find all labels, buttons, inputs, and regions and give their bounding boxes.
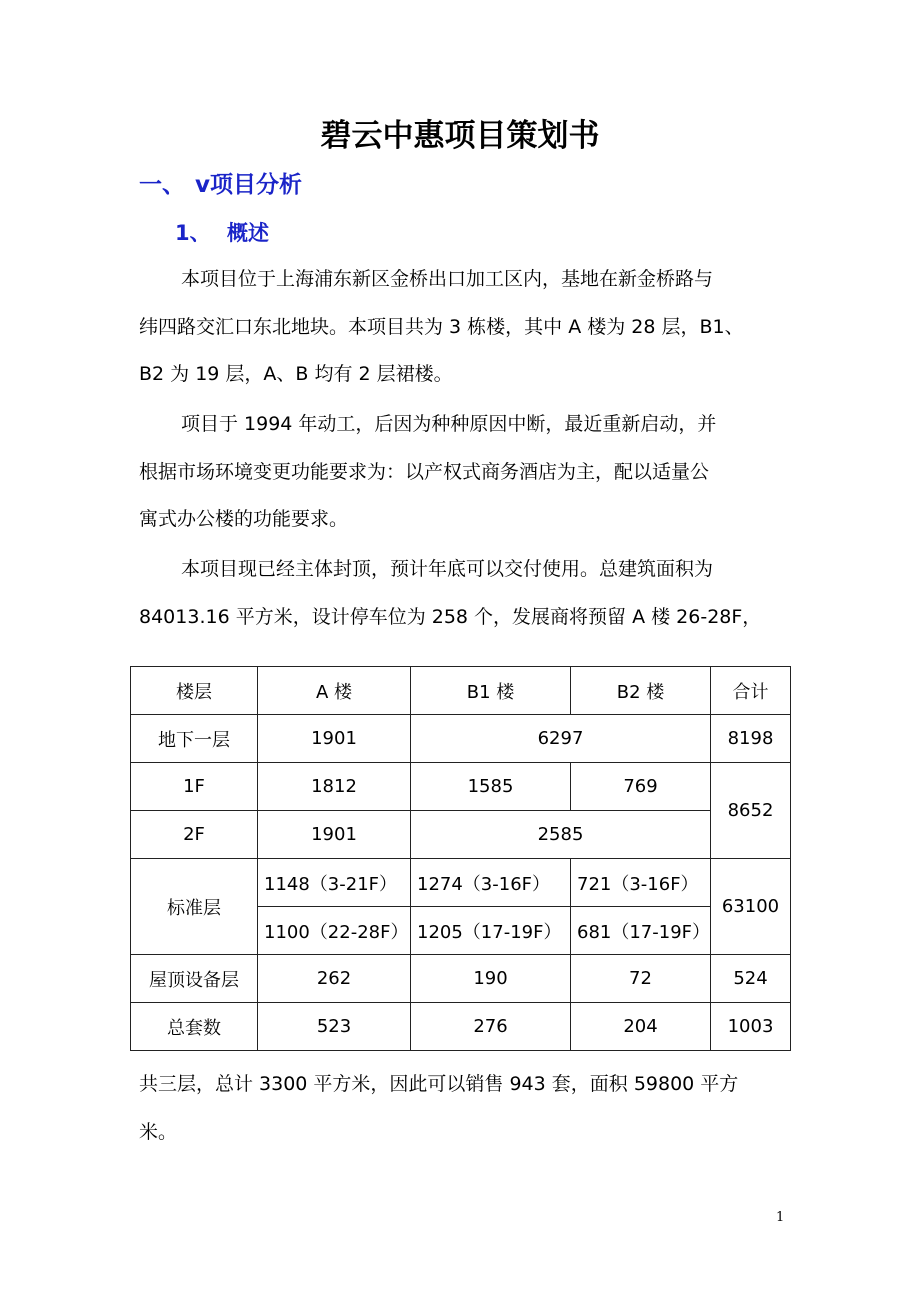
paragraph-history [139,401,787,544]
row-label: 1F [131,763,258,811]
header-floor: 楼层 [131,667,258,715]
table-row [131,715,791,763]
section-number: 一、 [139,172,185,198]
floor-area-table [130,666,791,1051]
cell: 681（17-19F） [571,907,711,955]
paragraph-line: 本项目位于上海浦东新区金桥出口加工区内，基地在新金桥路与 [181,268,714,290]
table-row [131,811,791,859]
table-row [131,955,791,1003]
header-b2: B2 楼 [571,667,711,715]
header-a: A 楼 [258,667,411,715]
paragraph-line: 共三层，总计 3300 平方米，因此可以销售 943 套，面积 59800 平方 [139,1073,739,1095]
cell-total: 8198 [711,715,791,763]
paragraph-line: 米。 [139,1120,178,1143]
cell: 769 [571,763,711,811]
row-label: 地下一层 [131,715,258,763]
subsection-heading [175,216,269,250]
cell: 1100（22-28F） [258,907,411,955]
table-row [131,1003,791,1051]
row-label: 2F [131,811,258,859]
paragraph-line: 纬四路交汇口东北地块。本项目共为 3 栋楼，其中 A 楼为 28 层，B1、 [139,315,744,338]
cell: 1585 [411,763,571,811]
cell: 721（3-16F） [571,859,711,907]
subsection-label: 概述 [227,221,269,245]
subsection-number: 1、 [175,221,211,245]
cell: 523 [258,1003,411,1051]
paragraph-line: 根据市场环境变更功能要求为：以产权式商务酒店为主，配以适量公 [139,460,710,483]
paragraph-status [139,546,787,641]
row-label: 总套数 [131,1003,258,1051]
cell: 6297 [411,715,711,763]
page-number: 1 [776,1210,785,1225]
cell-total: 8652 [711,763,791,859]
table-header-row [131,667,791,715]
cell-total: 1003 [711,1003,791,1051]
paragraph-line: 项目于 1994 年动工，后因为种种原因中断，最近重新启动，并 [181,413,717,435]
paragraph-line: 84013.16 平方米，设计停车位为 258 个，发展商将预留 A 楼 26-28F， [139,605,762,628]
paragraph-location [139,256,787,399]
document-title: 碧云中惠项目策划书 [320,118,600,154]
paragraph-after-table [139,1061,787,1156]
cell: 1901 [258,811,411,859]
table-row [131,859,791,907]
cell-total: 63100 [711,859,791,955]
cell: 262 [258,955,411,1003]
cell: 72 [571,955,711,1003]
cell: 190 [411,955,571,1003]
paragraph-line: B2 为 19 层，A、B 均有 2 层裙楼。 [139,363,453,385]
paragraph-line: 寓式办公楼的功能要求。 [139,508,349,530]
table-row [131,763,791,811]
cell: 1148（3-21F） [258,859,411,907]
cell: 1812 [258,763,411,811]
cell-total: 524 [711,955,791,1003]
header-total: 合计 [711,667,791,715]
cell: 276 [411,1003,571,1051]
row-label: 标准层 [131,859,258,955]
header-b1: B1 楼 [411,667,571,715]
cell: 204 [571,1003,711,1051]
paragraph-line: 本项目现已经主体封顶，预计年底可以交付使用。总建筑面积为 [181,558,714,580]
cell: 1274（3-16F） [411,859,571,907]
cell: 1205（17-19F） [411,907,571,955]
cell: 1901 [258,715,411,763]
section-label: 项目分析 [210,172,302,198]
cell: 2585 [411,811,711,859]
row-label: 屋顶设备层 [131,955,258,1003]
section-bullet: v [195,172,210,198]
section-heading [139,168,302,202]
